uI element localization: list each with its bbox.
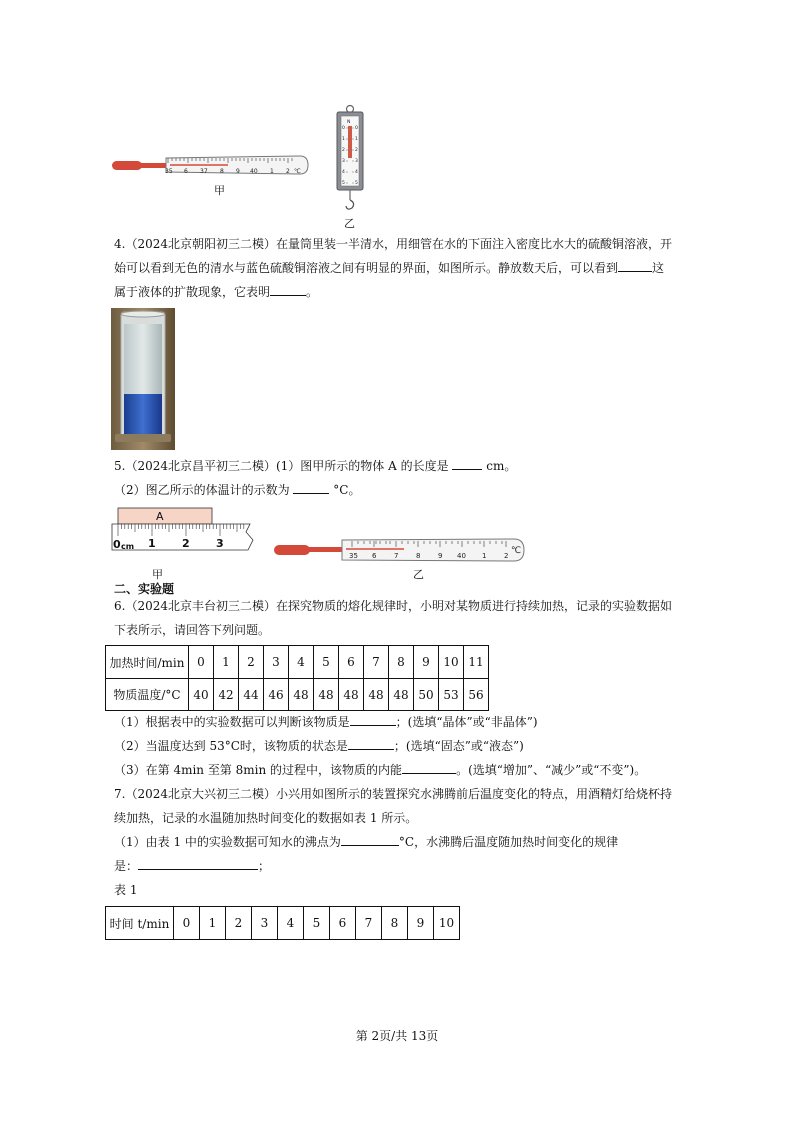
scale-left-tick: 5: [342, 181, 345, 186]
table-cell: 10: [439, 646, 464, 679]
thermo-jia-tick: 35: [165, 168, 173, 175]
table-cell: 44: [239, 679, 264, 711]
table-cell: 48: [314, 679, 339, 711]
q7-line-2: 续加热，记录的水温随加热时间变化的数据如表 1 所示。: [114, 811, 418, 825]
thermo-jia-caption: 甲: [214, 184, 225, 197]
scale-left-tick: 2: [342, 148, 345, 153]
scale-left-tick: 4: [342, 170, 345, 175]
thermo-jia-tick: 40: [250, 168, 258, 175]
thermo-jia-unit: ℃: [294, 168, 301, 175]
q5-line-2: （2）图乙所示的体温计的示数为 °C。: [114, 483, 361, 497]
table-cell: 1: [214, 646, 239, 679]
q4-blank-1[interactable]: [618, 260, 652, 272]
thermo-jia-tick: 2: [286, 168, 290, 175]
table-header-cell: 时间 t/min: [106, 907, 174, 940]
q7-sub-1-cont: 是： ；: [114, 859, 271, 873]
ruler-tick: 2: [182, 537, 190, 550]
page-footer: 第 2页/共 13页: [355, 1029, 439, 1043]
spring-scale-figure: [332, 104, 368, 216]
table-cell: 2: [239, 646, 264, 679]
q6-sub-3: （3）在第 4min 至第 8min 的过程中，该物质的内能 。(选填“增加”、“减少”或“不变”)。: [114, 763, 647, 777]
q6-blank-1[interactable]: [350, 714, 396, 726]
table-cell: 6: [330, 907, 356, 940]
ruler-caption: 甲: [152, 568, 163, 581]
scale-right-tick: 2: [355, 148, 358, 153]
scale-left-tick: 0: [342, 126, 345, 131]
table-cell: 7: [364, 646, 389, 679]
table-cell: 50: [414, 679, 439, 711]
scale-right-tick: 1: [355, 137, 358, 142]
q4-line-3: 属于液体的扩散现象，它表明 。: [114, 285, 319, 299]
q6-line-2: 下表所示，请回答下列问题。: [114, 623, 271, 637]
graduated-cylinder-photo: [111, 308, 175, 450]
ruler-tick: 0: [113, 538, 121, 551]
table-cell: 2: [226, 907, 252, 940]
table-cell: 3: [252, 907, 278, 940]
table-cell: 9: [408, 907, 434, 940]
table-cell: 9: [414, 646, 439, 679]
table-cell: 48: [364, 679, 389, 711]
table-header-cell: 加热时间/min: [106, 646, 189, 679]
scale-right-tick: 5: [355, 181, 358, 186]
table-cell: 0: [174, 907, 200, 940]
table-cell: 11: [464, 646, 489, 679]
thermo-jia-tick: 37: [200, 168, 208, 175]
ruler-object-label: A: [156, 510, 164, 523]
thermometer-yi-figure: [272, 536, 528, 566]
q6-blank-3[interactable]: [402, 762, 456, 774]
ruler-tick: 1: [148, 537, 156, 550]
q7-data-table: [105, 906, 460, 940]
thermo-yi-tick: 9: [438, 552, 443, 560]
table-cell: 48: [339, 679, 364, 711]
q6-sub-1: （1）根据表中的实验数据可以判断该物质是 ；(选填“晶体”或“非晶体”): [114, 715, 538, 729]
scale-right-tick: 4: [355, 170, 358, 175]
table-cell: 53: [439, 679, 464, 711]
q6-data-table: [105, 645, 489, 711]
q7-blank-2[interactable]: [138, 858, 258, 870]
q5-blank-2[interactable]: [293, 482, 329, 494]
ruler-tick: 3: [216, 537, 224, 550]
thermo-jia-tick: 8: [220, 168, 224, 175]
thermo-jia-tick: 1: [270, 168, 274, 175]
table-cell: 8: [389, 646, 414, 679]
table-cell: 7: [356, 907, 382, 940]
q6-line-1: 6.（2024北京丰台初三二模）在探究物质的熔化规律时，小明对某物质进行持续加热，记录的实验数据如: [114, 599, 672, 613]
table-row: [106, 679, 489, 711]
thermo-yi-tick: 8: [416, 552, 421, 560]
thermo-yi-tick: 2: [504, 552, 509, 560]
q6-blank-2[interactable]: [348, 738, 394, 750]
table-cell: 6: [339, 646, 364, 679]
q4-line-1: 4.（2024北京朝阳初三二模）在量筒里装一半清水，用细管在水的下面注入密度比水大的硫酸铜溶液，开: [114, 237, 672, 251]
q7-line-1: 7.（2024北京大兴初三二模）小兴用如图所示的装置探究水沸腾前后温度变化的特点，用酒精灯给烧杯持: [114, 787, 672, 801]
table-cell: 0: [189, 646, 214, 679]
ruler-unit: cm: [121, 542, 135, 551]
table-row: [106, 907, 460, 940]
thermo-yi-tick: 7: [394, 552, 399, 560]
q7-blank-1[interactable]: [341, 834, 399, 846]
spring-scale-caption: 乙: [344, 217, 355, 230]
thermo-yi-tick: 1: [482, 552, 487, 560]
table-cell: 48: [289, 679, 314, 711]
scale-top-label: N: [347, 120, 351, 125]
scale-left-tick: 1: [342, 137, 345, 142]
section-title: 二、实验题: [114, 582, 175, 596]
thermo-yi-tick: 35: [349, 552, 358, 560]
table-header-cell: 物质温度/°C: [106, 679, 189, 711]
q6-sub-2: （2）当温度达到 53°C时，该物质的状态是 ；(选填“固态”或“液态”): [114, 739, 524, 753]
table-cell: 8: [382, 907, 408, 940]
table-cell: 1: [200, 907, 226, 940]
q4-blank-2[interactable]: [270, 284, 306, 296]
table-cell: 3: [264, 646, 289, 679]
thermo-jia-tick: 6: [184, 168, 188, 175]
q5-line-1: 5.（2024北京昌平初三二模）(1）图甲所示的物体 A 的长度是 cm。: [114, 459, 517, 473]
table-cell: 5: [304, 907, 330, 940]
table-cell: 56: [464, 679, 489, 711]
q7-table-label: 表 1: [114, 883, 138, 897]
table-cell: 4: [278, 907, 304, 940]
table-cell: 10: [434, 907, 460, 940]
table-cell: 46: [264, 679, 289, 711]
table-cell: 48: [389, 679, 414, 711]
scale-right-tick: 3: [355, 159, 358, 164]
thermo-jia-tick: 9: [236, 168, 240, 175]
thermo-yi-caption: 乙: [413, 568, 424, 581]
thermo-yi-tick: 6: [372, 552, 377, 560]
scale-left-tick: 3: [342, 159, 345, 164]
ruler-figure: [110, 506, 260, 562]
table-cell: 4: [289, 646, 314, 679]
q7-sub-1: （1）由表 1 中的实验数据可知水的沸点为 °C，水沸腾后温度随加热时间变化的规律: [114, 835, 619, 849]
thermo-yi-tick: 40: [457, 552, 466, 560]
thermo-yi-unit: ℃: [511, 546, 522, 556]
table-cell: 42: [214, 679, 239, 711]
table-cell: 5: [314, 646, 339, 679]
q5-blank-1[interactable]: [452, 458, 482, 470]
q4-line-2: 始可以看到无色的清水与蓝色硫酸铜溶液之间有明显的界面，如图所示。静放数天后，可以看到 这: [114, 261, 665, 275]
thermometer-jia-figure: [110, 150, 315, 190]
scale-right-tick: 0: [355, 126, 358, 131]
table-cell: 40: [189, 679, 214, 711]
table-row: [106, 646, 489, 679]
